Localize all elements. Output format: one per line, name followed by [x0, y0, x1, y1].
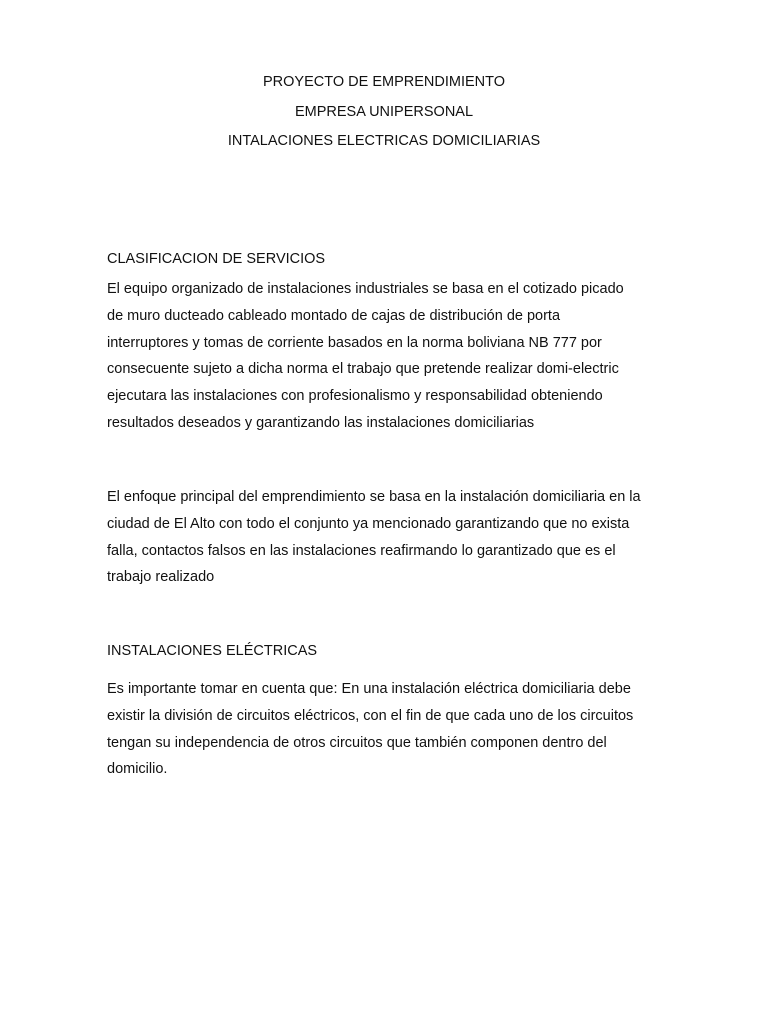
paragraph-line: de muro ducteado cableado montado de cajas de distribución de porta	[107, 307, 561, 324]
paragraph-line: existir la división de circuitos eléctricos, con el fin de que cada uno de los circuitos	[107, 707, 634, 724]
paragraph-line: resultados deseados y garantizando las instalaciones domiciliarias	[107, 414, 535, 431]
paragraph-line: domicilio.	[107, 761, 168, 778]
paragraph-line: El equipo organizado de instalaciones industriales se basa en el cotizado picado	[107, 281, 624, 297]
paragraph-line: ejecutara las instalaciones con profesionalismo y responsabilidad obteniendo	[107, 388, 603, 404]
paragraph-instalaciones	[107, 676, 677, 783]
paragraph-line: El enfoque principal del emprendimiento se basa en la instalación domiciliaria en la	[107, 489, 641, 505]
paragraph-enfoque	[107, 484, 677, 591]
section-heading-instalaciones: INSTALACIONES ELÉCTRICAS	[107, 643, 318, 659]
paragraph-line: consecuente sujeto a dicha norma el trabajo que pretende realizar domi-electric	[107, 361, 619, 378]
paragraph-clasificacion	[107, 276, 677, 437]
paragraph-line: falla, contactos falsos en las instalaciones reafirmando lo garantizado que es el	[107, 542, 616, 559]
paragraph-line: interruptores y tomas de corriente basados en la norma boliviana NB 777 por	[107, 334, 602, 351]
paragraph-line: Es importante tomar en cuenta que: En una instalación eléctrica domiciliaria debe	[107, 681, 631, 697]
title-line-2: EMPRESA UNIPERSONAL	[294, 104, 474, 120]
title-line-1: PROYECTO DE EMPRENDIMIENTO	[263, 74, 505, 90]
paragraph-line: ciudad de El Alto con todo el conjunto ya mencionado garantizando que no exista	[107, 515, 630, 532]
paragraph-line: trabajo realizado	[107, 569, 215, 586]
title-line-3: INTALACIONES ELECTRICAS DOMICILIARIAS	[227, 133, 541, 149]
section-heading-clasificacion: CLASIFICACION DE SERVICIOS	[107, 251, 326, 267]
paragraph-line: tengan su independencia de otros circuitos que también componen dentro del	[107, 734, 607, 751]
